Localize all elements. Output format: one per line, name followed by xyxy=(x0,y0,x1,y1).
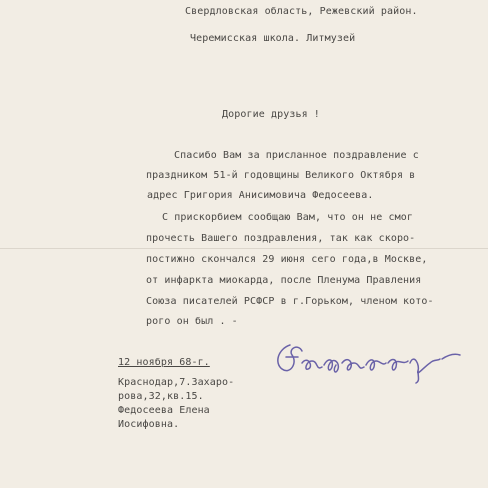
body-line: Спасибо Вам за присланное поздравление с xyxy=(174,150,419,161)
body-line: от инфаркта миокарда, после Пленума Правления xyxy=(146,275,422,286)
body-line: праздником 51-й годовщины Великого Октября в xyxy=(146,170,416,181)
sender-name-line: Иосифовна. xyxy=(118,419,180,430)
header-school-line: Черемисская школа. Литмузей xyxy=(190,33,356,44)
sender-address-line: рова,32,кв.15. xyxy=(118,391,204,402)
header-region-line: Свердловская область, Режевский район. xyxy=(185,6,418,17)
letter-date: 12 ноября 68-г. xyxy=(118,357,210,368)
paper-fold-line xyxy=(0,248,488,249)
handwritten-signature xyxy=(268,333,478,385)
body-line: прочесть Вашего поздравления, так как скоро- xyxy=(146,233,416,244)
greeting: Дорогие друзья ! xyxy=(222,109,320,120)
body-line: рого он был . - xyxy=(146,316,238,327)
body-line: постижно скончался 29 июня сего года,в Москве, xyxy=(146,254,428,265)
sender-name-line: Федосеева Елена xyxy=(118,405,210,416)
sender-address-line: Краснодар,7.Захаро- xyxy=(118,377,235,388)
body-line: Союза писателей РСФСР в г.Горьком, членом кото- xyxy=(146,296,434,307)
body-line: С прискорбием сообщаю Вам, что он не смог xyxy=(162,212,413,223)
body-line: адрес Григория Анисимовича Федосеева. xyxy=(147,190,374,201)
